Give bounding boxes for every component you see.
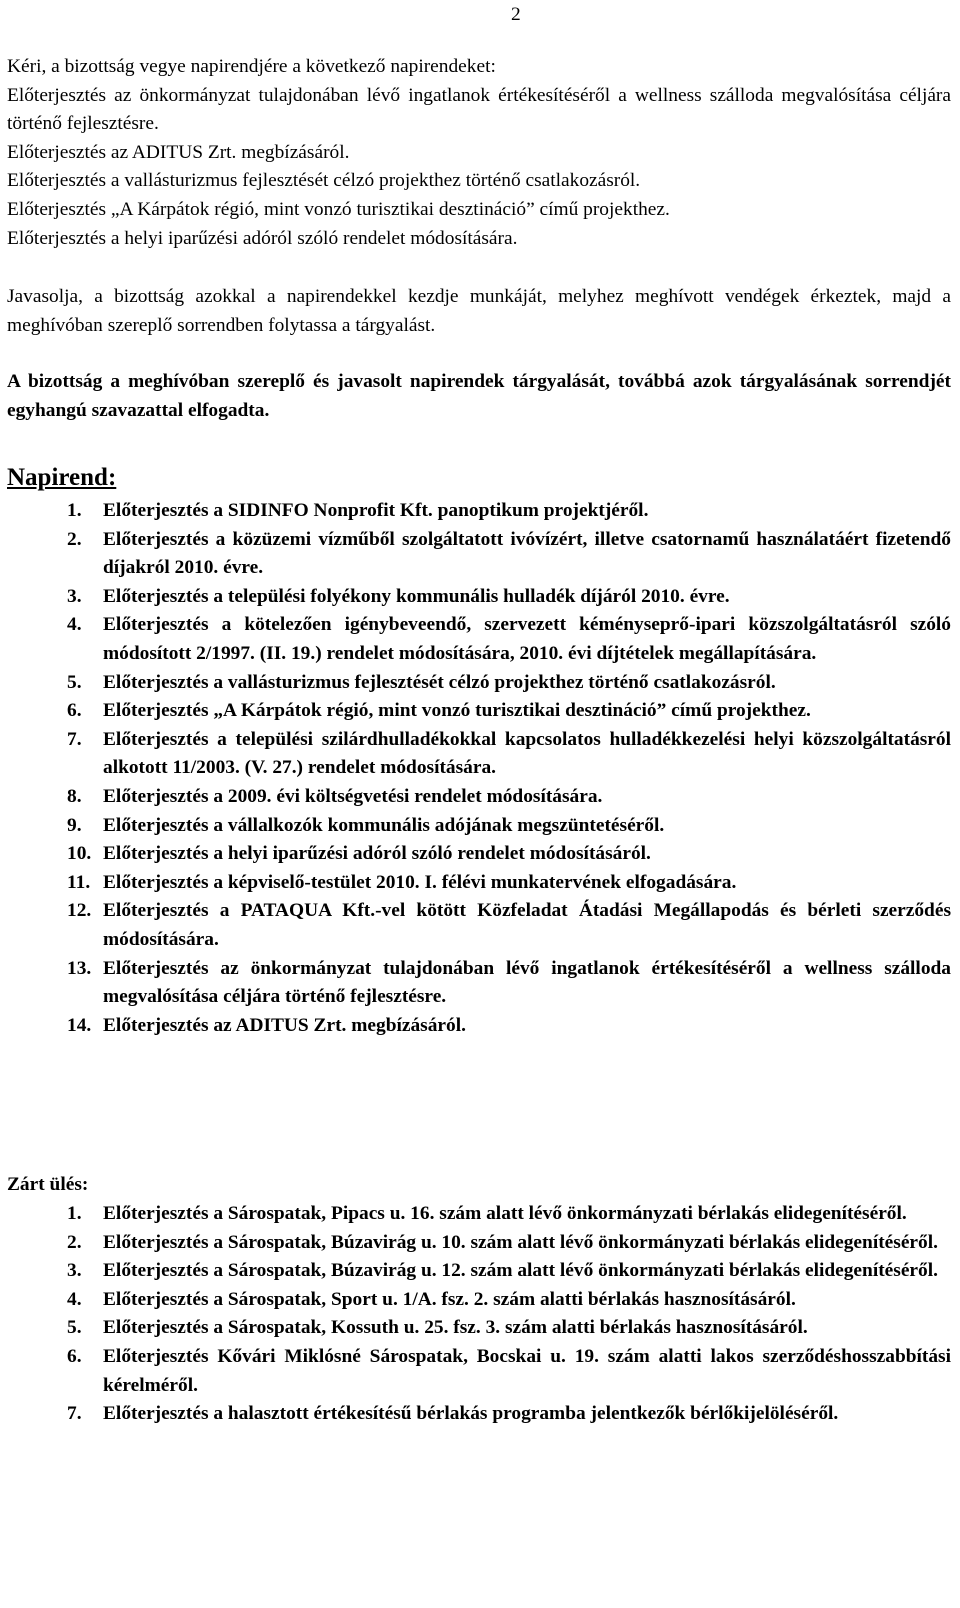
item-number-cell — [7, 869, 103, 898]
item-number: 3. — [67, 1260, 82, 1282]
item-number-cell — [7, 1343, 103, 1372]
item-text: Előterjesztés a kötelezően igénybeveendő, szervezett kéményseprő-ipari közszolgáltatásról szóló módosított 2/1997. (II. 19.) rendelet módosítására, 2010. évi díjtételek megállapítására. — [103, 614, 951, 664]
intro-line: Előterjesztés az önkormányzat tulajdonában lévő ingatlanok értékesítéséről a wellness szálloda megvalósítása céljára történő fejlesztésre. — [7, 84, 951, 135]
item-number-cell — [7, 497, 103, 526]
item-text: Előterjesztés a képviselő-testület 2010. I. félévi munkatervének elfogadására. — [103, 871, 737, 893]
intro-line: Előterjesztés „A Kárpátok régió, mint vonzó turisztikai desztináció” című projekthez. — [7, 198, 670, 220]
list-item — [7, 726, 951, 783]
item-text: Előterjesztés a Sárospatak, Sport u. 1/A. fsz. 2. szám alatti bérlakás hasznosításáról. — [103, 1288, 796, 1310]
item-text: Előterjesztés a vállalkozók kommunális adójának megszüntetéséről. — [103, 814, 665, 836]
intro-line: Kéri, a bizottság vegye napirendjére a következő napirendeket: — [7, 56, 496, 77]
item-number-cell — [7, 1286, 103, 1315]
list-item — [7, 783, 951, 812]
list-item — [7, 1200, 951, 1229]
intro-line: Előterjesztés a vallásturizmus fejlesztését célzó projekthez történő csatlakozásról. — [7, 170, 641, 192]
item-text: Előterjesztés a közüzemi vízműből szolgáltatott ivóvízért, illetve csatornamű használatáért fizetendő díjakról 2010. évre. — [103, 528, 951, 579]
list-item — [7, 955, 951, 1012]
item-number: 9. — [67, 814, 82, 836]
item-number-cell — [7, 812, 103, 841]
item-text: Előterjesztés az ADITUS Zrt. megbízásáról. — [103, 1014, 466, 1036]
proposal-paragraph: Javasolja, a bizottság azokkal a napirendekkel kezdje munkáját, melyhez meghívott vendégek érkeztek, majd a meghívóban szereplő sorrendben folytassa a tárgyalást. — [7, 286, 951, 336]
list-item — [7, 697, 951, 726]
list-item — [7, 1012, 951, 1041]
item-number: 11. — [67, 871, 91, 893]
item-text: Előterjesztés „A Kárpátok régió, mint vonzó turisztikai desztináció” című projekthez. — [103, 700, 811, 722]
item-number-cell — [7, 1200, 103, 1229]
item-number-cell — [7, 1012, 103, 1041]
item-text: Előterjesztés a Sárospatak, Pipacs u. 16. szám alatt lévő önkormányzati bérlakás elidegenítéséről. — [103, 1203, 907, 1224]
item-number: 1. — [67, 1203, 82, 1224]
list-item — [7, 840, 951, 869]
item-text: Előterjesztés a halasztott értékesítésű bérlakás programba jelentkezők bérlőkijelöléséről. — [103, 1403, 839, 1425]
item-number-cell — [7, 840, 103, 869]
item-text: Előterjesztés a PATAQUA Kft.-vel kötött Közfeladat Átadási Megállapodás és bérleti szerződés módosítására. — [103, 900, 951, 950]
item-number: 5. — [67, 671, 82, 693]
list-item — [7, 1286, 951, 1315]
item-number-cell — [7, 1257, 103, 1286]
item-number-cell — [7, 611, 103, 640]
item-text: Előterjesztés a SIDINFO Nonprofit Kft. panoptikum projektjéről. — [103, 500, 649, 521]
item-text: Előterjesztés a 2009. évi költségvetési rendelet módosítására. — [103, 785, 603, 807]
closed-session-title: Zárt ülés: — [7, 1174, 89, 1195]
item-number: 10. — [67, 843, 92, 865]
list-item — [7, 1400, 951, 1429]
list-item — [7, 497, 951, 526]
item-text: Előterjesztés az önkormányzat tulajdonában lévő ingatlanok értékesítéséről a wellness szálloda megvalósítása céljára történő fejlesztésre. — [103, 957, 951, 1008]
list-item — [7, 812, 951, 841]
item-number: 2. — [67, 528, 82, 550]
item-number: 3. — [67, 585, 82, 607]
item-number-cell — [7, 1229, 103, 1258]
item-number: 2. — [67, 1231, 82, 1253]
item-text: Előterjesztés a települési szilárdhulladékokkal kapcsolatos hulladékkezelési helyi közszolgáltatásról alkotott 11/2003. (V. 27.) rendelet módosítására. — [103, 728, 951, 779]
decision-paragraph: A bizottság a meghívóban szereplő és javasolt napirendek tárgyalását, továbbá azok tárgyalásának sorrendjét egyhangú szavazattal elfogadta. — [7, 371, 951, 421]
item-number-cell — [7, 726, 103, 755]
item-number: 1. — [67, 500, 82, 521]
item-number: 14. — [67, 1014, 92, 1036]
list-item — [7, 1257, 951, 1286]
intro-line: Előterjesztés az ADITUS Zrt. megbízásáról. — [7, 141, 350, 163]
item-number-cell — [7, 1314, 103, 1343]
item-number: 4. — [67, 1288, 82, 1310]
item-number-cell — [7, 783, 103, 812]
item-number: 6. — [67, 1345, 82, 1367]
item-text: Előterjesztés a Sárospatak, Kossuth u. 25. fsz. 3. szám alatti bérlakás hasznosításáról. — [103, 1317, 808, 1339]
intro-section — [7, 53, 951, 253]
item-text: Előterjesztés Kővári Miklósné Sárospatak, Bocskai u. 19. szám alatti lakos szerződéshosszabbítási kérelméről. — [103, 1345, 951, 1396]
item-number-cell — [7, 1400, 103, 1429]
item-text: Előterjesztés a települési folyékony kommunális hulladék díjáról 2010. évre. — [103, 585, 730, 607]
list-item — [7, 611, 951, 668]
item-text: Előterjesztés a helyi iparűzési adóról szóló rendelet módosításáról. — [103, 843, 651, 865]
page-number: 2 — [511, 4, 521, 25]
list-item — [7, 1229, 951, 1258]
agenda-title: Napirend: — [7, 464, 117, 491]
item-number: 7. — [67, 1403, 82, 1425]
list-item — [7, 897, 951, 954]
item-number: 13. — [67, 957, 92, 979]
item-number-cell — [7, 526, 103, 555]
item-number: 12. — [67, 900, 92, 922]
item-number-cell — [7, 583, 103, 612]
item-number: 4. — [67, 614, 82, 636]
list-item — [7, 669, 951, 698]
item-number: 7. — [67, 728, 82, 750]
item-number-cell — [7, 697, 103, 726]
item-text: Előterjesztés a Sárospatak, Búzavirág u. 12. szám alatt lévő önkormányzati bérlakás elidegenítéséről. — [103, 1260, 938, 1282]
intro-line: Előterjesztés a helyi iparűzési adóról szóló rendelet módosítására. — [7, 227, 518, 249]
list-item — [7, 1314, 951, 1343]
list-item — [7, 526, 951, 583]
list-item — [7, 583, 951, 612]
item-number: 6. — [67, 700, 82, 722]
item-text: Előterjesztés a vallásturizmus fejlesztését célzó projekthez történő csatlakozásról. — [103, 671, 776, 693]
item-number-cell — [7, 897, 103, 926]
agenda-list — [7, 497, 951, 1040]
list-item — [7, 869, 951, 898]
item-number: 8. — [67, 785, 82, 807]
item-number-cell — [7, 669, 103, 698]
item-number: 5. — [67, 1317, 82, 1339]
list-item — [7, 1343, 951, 1400]
closed-session-list — [7, 1200, 951, 1429]
item-number-cell — [7, 955, 103, 984]
item-text: Előterjesztés a Sárospatak, Búzavirág u. 10. szám alatt lévő önkormányzati bérlakás elidegenítéséről. — [103, 1231, 938, 1253]
